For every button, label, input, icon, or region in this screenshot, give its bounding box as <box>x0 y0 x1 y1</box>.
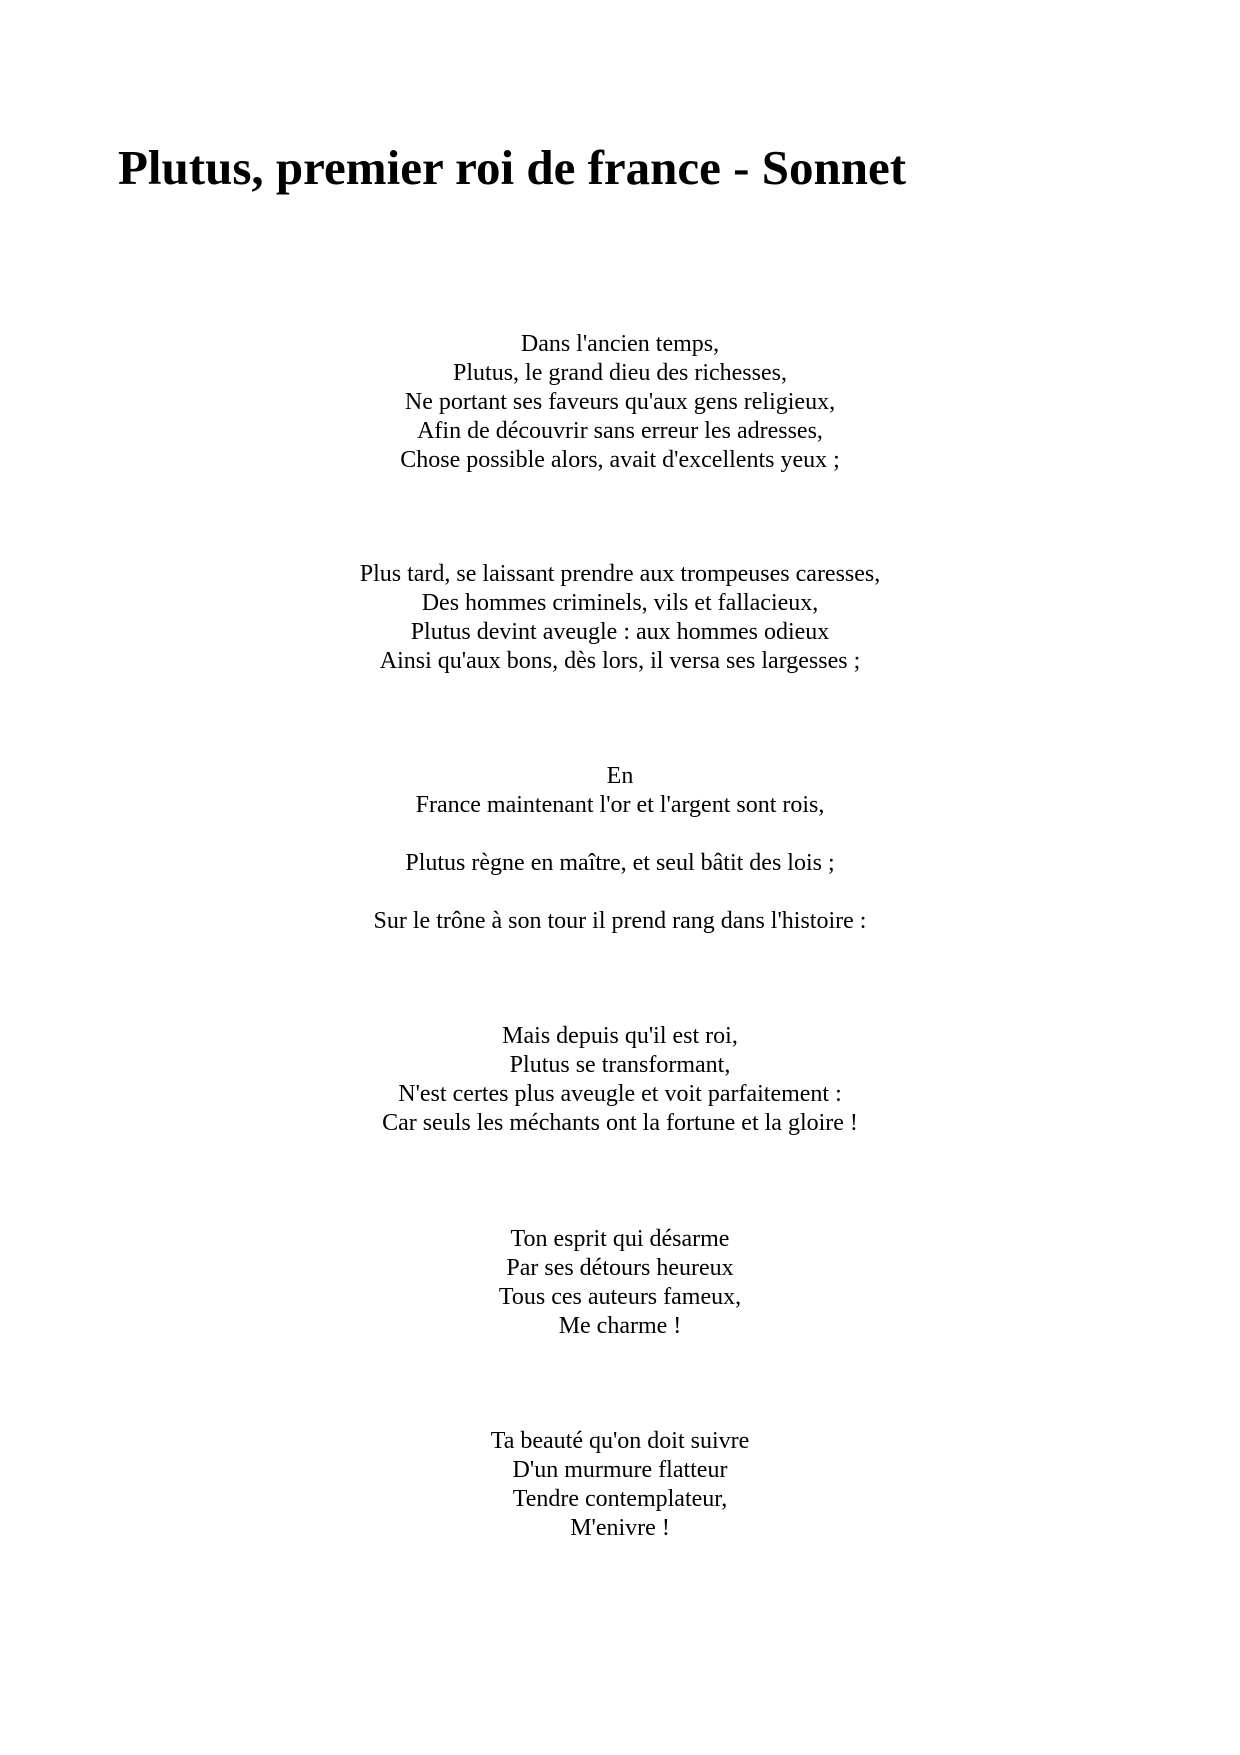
stanza-3 <box>0 762 1240 820</box>
verse-line: Ta beauté qu'on doit suivre <box>490 1428 750 1454</box>
verse-line: Plutus devint aveugle : aux hommes odieux <box>410 619 830 645</box>
verse-line: France maintenant l'or et l'argent sont rois, <box>415 792 825 818</box>
verse-line: Mais depuis qu'il est roi, <box>502 1023 738 1049</box>
page-title: Plutus, premier roi de france - Sonnet <box>118 140 907 195</box>
verse-line: Dans l'ancien temps, <box>520 331 720 357</box>
verse-line: Car seuls les méchants ont la fortune et la gloire ! <box>382 1110 858 1136</box>
stanza-7 <box>0 1427 1240 1543</box>
verse-line: Par ses détours heureux <box>506 1255 734 1281</box>
stanza-1 <box>0 330 1240 475</box>
verse-line: Plutus, le grand dieu des richesses, <box>453 360 787 386</box>
stanza-6 <box>0 1225 1240 1341</box>
verse-line: N'est certes plus aveugle et voit parfaitement : <box>398 1081 842 1107</box>
verse-line: Chose possible alors, avait d'excellents yeux ; <box>400 447 840 473</box>
verse-line: Me charme ! <box>558 1313 682 1339</box>
verse-line: Plus tard, se laissant prendre aux trompeuses caresses, <box>359 561 881 587</box>
verse-line: Des hommes criminels, vils et fallacieux, <box>421 590 819 616</box>
verse-line: Plutus se transformant, <box>509 1052 731 1078</box>
verse-line: Sur le trône à son tour il prend rang dans l'histoire : <box>373 908 867 934</box>
verse-line: Tous ces auteurs fameux, <box>498 1284 742 1310</box>
verse-line: En <box>606 763 634 789</box>
verse-line: Ne portant ses faveurs qu'aux gens religieux, <box>404 389 836 415</box>
verse-line: Plutus règne en maître, et seul bâtit des lois ; <box>405 850 835 876</box>
verse-line: Afin de découvrir sans erreur les adresses, <box>417 418 823 444</box>
stanza-4 <box>0 849 1240 936</box>
stanza-5 <box>0 1022 1240 1138</box>
verse-line: Ton esprit qui désarme <box>510 1226 730 1252</box>
verse-line: M'enivre ! <box>570 1515 670 1541</box>
verse-line: Ainsi qu'aux bons, dès lors, il versa ses largesses ; <box>379 648 861 674</box>
verse-line: Tendre contemplateur, <box>512 1486 728 1512</box>
stanza-2 <box>0 560 1240 676</box>
verse-line: D'un murmure flatteur <box>512 1457 728 1483</box>
